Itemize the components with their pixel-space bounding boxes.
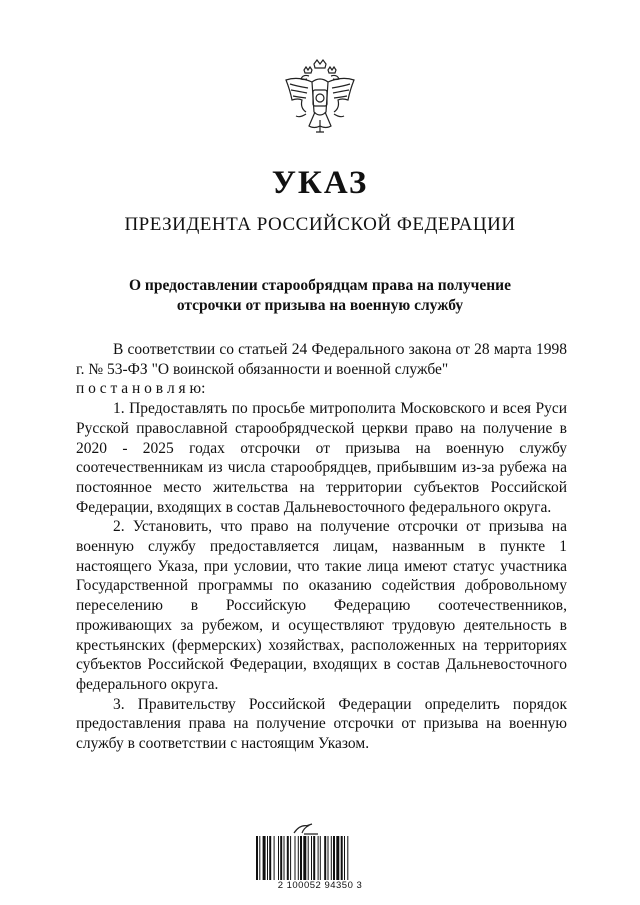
- coat-of-arms-icon: [282, 58, 358, 142]
- barcode-bar: [295, 836, 296, 880]
- issuer-title: ПРЕЗИДЕНТА РОССИЙСКОЙ ФЕДЕРАЦИИ: [124, 214, 516, 235]
- barcode-bar: [280, 836, 282, 880]
- barcode-bar: [263, 836, 266, 880]
- barcode-bars: [254, 836, 386, 880]
- preamble: [76, 340, 567, 399]
- barcode-bar: [269, 836, 271, 880]
- barcode-bar: [331, 836, 332, 880]
- barcode-bar: [298, 836, 299, 880]
- decree-title: [80, 276, 560, 316]
- barcode-bar: [336, 836, 339, 880]
- barcode-bar: [347, 836, 348, 880]
- barcode-bar: [308, 836, 309, 880]
- paragraph-1: 1. Предоставлять по просьбе митрополита Московского и всея Руси Русской православной старообрядческой церкви право на получение в 2020 - 2025 годах отсрочки от призыва на военную службу соотечественникам из числа старообрядцев, прибывшим из-за рубежа на постоянное место жительства на территории субъектов Российской Федерации, входящих в состав Дальневосточного федерального округа.: [76, 400, 567, 516]
- barcode-bar: [300, 836, 302, 880]
- document-type: УКАЗ: [271, 165, 369, 201]
- barcode: [254, 822, 386, 892]
- barcode-bar: [278, 836, 279, 880]
- barcode-bar: [341, 836, 343, 880]
- barcode-bar: [324, 836, 326, 880]
- paragraph-2: 2. Установить, что право на получение отсрочки от призыва на военную службу предоставляется лицам, названным в пункте 1 настоящего Указа, при условии, что такие лица имеют статус участника Государственной программы по оказанию содействия добровольному переселению в Российскую Федерацию соотечественников, проживающих за рубежом, и осуществляют трудовую деятельность в крестьянских (фермерских) хозяйствах, расположенных на территориях субъектов Российской Федерации, входящих в состав Дальневосточного федерального округа.: [76, 518, 567, 693]
- decree-title-line: О предоставлении старообрядцам права на получение: [129, 277, 511, 294]
- barcode-bar: [320, 836, 321, 880]
- decree-word: п о с т а н о в л я ю:: [76, 380, 206, 398]
- barcode-number: 2 100052 94350 3: [277, 880, 363, 891]
- barcode-bar: [259, 836, 260, 880]
- decree-body: [76, 340, 567, 754]
- printer-logo-icon: [290, 822, 320, 836]
- barcode-bar: [318, 836, 319, 880]
- barcode-bar: [284, 836, 285, 880]
- barcode-bar: [344, 836, 345, 880]
- barcode-bar: [256, 836, 258, 880]
- barcode-bar: [311, 836, 312, 880]
- barcode-bar: [274, 836, 275, 880]
- barcode-bar: [333, 836, 335, 880]
- barcode-bar: [328, 836, 329, 880]
- barcode-bar: [287, 836, 289, 880]
- barcode-bar: [313, 836, 315, 880]
- barcode-bar: [267, 836, 268, 880]
- paragraph-3: 3. Правительству Российской Федерации определить порядок предоставления права на получение отсрочки от призыва на военную службу в соответствии с настоящим Указом.: [76, 695, 567, 753]
- decree-title-line: отсрочки от призыва на военную службу: [176, 297, 464, 314]
- preamble-text: В соответствии со статьей 24 Федерального закона от 28 марта 1998 г. № 53-ФЗ "О воинской обязанности и военной службе": [76, 341, 567, 378]
- barcode-bar: [290, 836, 291, 880]
- barcode-bar: [303, 836, 306, 880]
